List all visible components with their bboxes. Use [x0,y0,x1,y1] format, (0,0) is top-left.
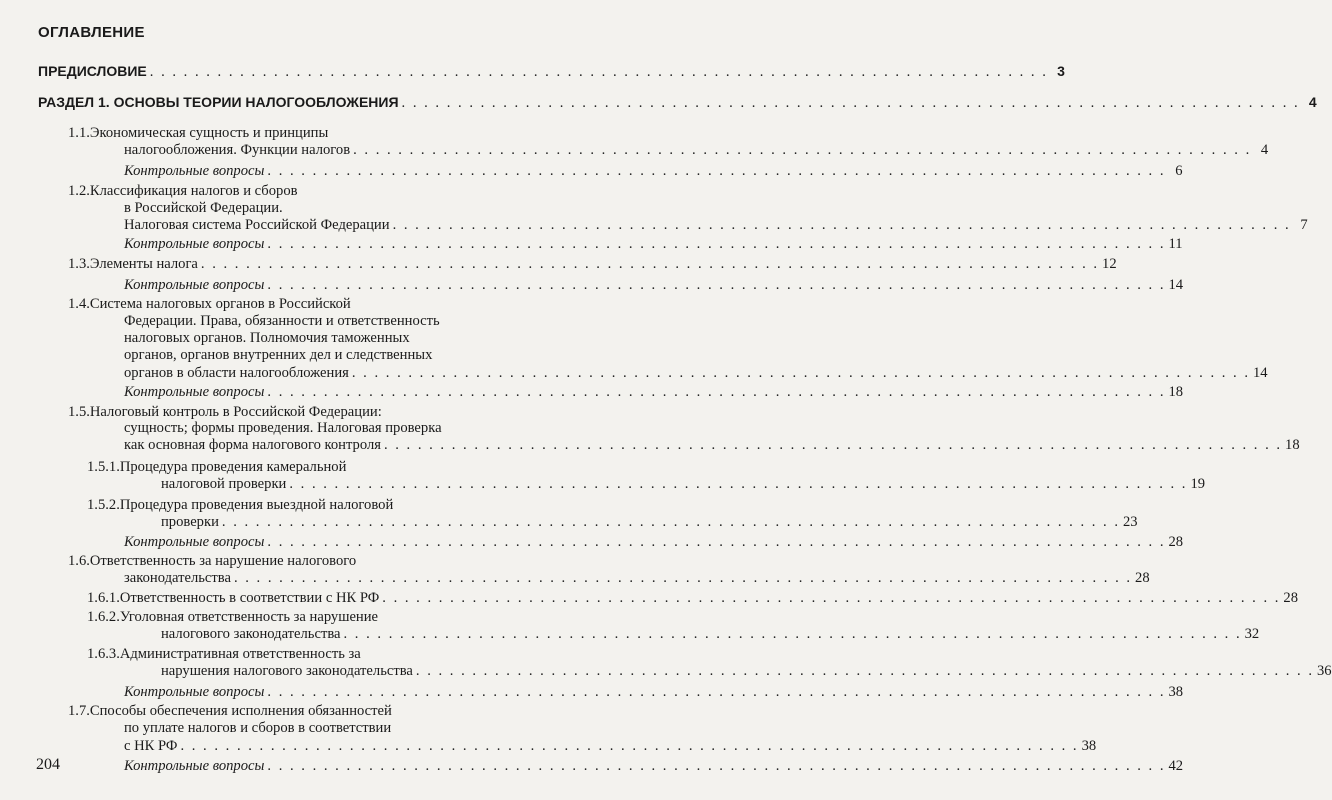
toc-entry-number: 1.6. [68,553,90,569]
toc-entry-title: Способы обеспечения исполнения обязанностей [89,703,392,719]
toc-entry-line [124,346,432,364]
toc-page-ref: 4 [1308,94,1317,110]
toc-entry-line [87,589,1298,607]
toc-entry-title: Процедура проведения камеральной [119,459,347,475]
dot-leader: . . . . . . . . . . . . . . . . . . . . . . . . . . . . . . . . . . . . . . . . . . . . . . . . . . . . . . . . . . . . . . . . . . . . . . . . . . . . . . . . [343,626,1242,642]
toc-entry-line [87,496,393,514]
dot-leader: . . . . . . . . . . . . . . . . . . . . . . . . . . . . . . . . . . . . . . . . . . . . . . . . . . . . . . . . . . . . . . . . . . . . . . . . . . . . . . . . [382,590,1281,606]
toc-entry-title: Уголовная ответственность за нарушение [119,609,379,625]
toc-entry-number: 1.3. [68,256,90,272]
toc-entry-title: налоговой проверки [161,476,287,492]
dot-leader: . . . . . . . . . . . . . . . . . . . . . . . . . . . . . . . . . . . . . . . . . . . . . . . . . . . . . . . . . . . . . . . . . . . . . . . . . . . . . . . . [353,142,1252,158]
toc-page-ref: 32 [1244,626,1260,642]
toc-entry-title: Элементы налога [89,256,198,272]
toc-page-ref: 18 [1168,384,1184,400]
dot-leader: . . . . . . . . . . . . . . . . . . . . . . . . . . . . . . . . . . . . . . . . . . . . . . . . . . . . . . . . . . . . . . . . . . . . . . . . . . . . . . . . [233,570,1133,586]
toc-entry-title: Контрольные вопросы [124,384,265,400]
dot-leader: . . . . . . . . . . . . . . . . . . . . . . . . . . . . . . . . . . . . . . . . . . . . . . . . . . . . . . . . . . . . . . . . . . . . . . . . . . . . . . . . [267,758,1166,774]
toc-entry-line [124,569,1150,587]
dot-leader: . . . . . . . . . . . . . . . . . . . . . . . . . . . . . . . . . . . . . . . . . . . . . . . . . . . . . . . . . . . . . . . . . . . . . . . . . . . . . . . . [289,476,1188,492]
toc-entry-line [68,552,356,570]
toc-entry-line [124,141,1269,159]
dot-leader: . . . . . . . . . . . . . . . . . . . . . . . . . . . . . . . . . . . . . . . . . . . . . . . . . . . . . . . . . . . . . . . . . . . . . . . . . . . . . . . . [267,277,1166,293]
toc-entry-line [161,662,1332,680]
toc-page-ref: 28 [1283,590,1298,606]
page-heading: ОГЛАВЛЕНИЕ [38,24,145,41]
toc-entry-title: Контрольные вопросы [124,277,265,293]
dot-leader: . . . . . . . . . . . . . . . . . . . . . . . . . . . . . . . . . . . . . . . . . . . . . . . . . . . . . . . . . . . . . . . . . . . . . . . . . . . . . . . . [267,163,1166,179]
toc-entry-title: Процедура проведения выездной налоговой [119,497,394,513]
toc-page-ref: 11 [1168,236,1183,252]
toc-review-questions-line [124,235,1183,253]
dot-leader: . . . . . . . . . . . . . . . . . . . . . . . . . . . . . . . . . . . . . . . . . . . . . . . . . . . . . . . . . . . . . . . . . . . . . . . . . . . . . . . . [267,384,1166,400]
toc-entry-title: Ответственность за нарушение налогового [89,553,357,569]
toc-entry-number: 1.1. [68,125,90,141]
toc-review-questions-line [124,383,1184,401]
toc-review-questions-line [124,757,1184,775]
toc-entry-title: проверки [161,514,219,530]
dot-leader: . . . . . . . . . . . . . . . . . . . . . . . . . . . . . . . . . . . . . . . . . . . . . . . . . . . . . . . . . . . . . . . . . . . . . . . . . . . . . . . . [267,236,1166,252]
dot-leader: . . . . . . . . . . . . . . . . . . . . . . . . . . . . . . . . . . . . . . . . . . . . . . . . . . . . . . . . . . . . . . . . . . . . . . . . . . . . . . . . [383,437,1283,453]
toc-page-ref: 38 [1168,684,1184,700]
toc-page-ref: 28 [1135,570,1150,586]
toc-entry-number: 1.7. [68,703,90,719]
toc-entry-line [161,513,1138,531]
toc-entry-line [68,702,392,720]
dot-leader: . . . . . . . . . . . . . . . . . . . . . . . . . . . . . . . . . . . . . . . . . . . . . . . . . . . . . . . . . . . . . . . . . . . . . . . . . . . . . . . . [180,738,1079,754]
toc-entry-line [124,312,440,330]
toc-entry-title: нарушения налогового законодательства [161,663,413,679]
toc-page-ref: 14 [1168,277,1184,293]
toc-entry-title: налогового законодательства [161,626,341,642]
toc-page-ref: 7 [1300,217,1308,233]
toc-entry-title: с НК РФ [124,738,178,754]
toc-entry-number: 1.6.2. [87,609,120,625]
toc-entry-title: сущность; формы проведения. Налоговая проверка [124,420,442,436]
dot-leader: . . . . . . . . . . . . . . . . . . . . . . . . . . . . . . . . . . . . . . . . . . . . . . . . . . . . . . . . . . . . . . . . . . . . . . . . . . . . . . . . [415,663,1314,679]
toc-entry-title: Классификация налогов и сборов [89,183,298,199]
toc-entry-title: РАЗДЕЛ 1. ОСНОВЫ ТЕОРИИ НАЛОГООБЛОЖЕНИЯ [38,94,399,110]
toc-entry-line [87,608,378,626]
toc-entry-line [68,255,1117,273]
toc-entry-title: Контрольные вопросы [124,236,265,252]
toc-entry-line [68,124,328,142]
toc-page-ref: 42 [1168,758,1184,774]
toc-entry-line [124,737,1097,755]
toc-entry-number: 1.5. [68,404,90,420]
dot-leader: . . . . . . . . . . . . . . . . . . . . . . . . . . . . . . . . . . . . . . . . . . . . . . . . . . . . . . . . . . . . . . . . . . . . . . . . . . . . . . . . [392,217,1291,233]
toc-entry-line [87,645,361,663]
toc-entry-number: 1.4. [68,296,90,312]
dot-leader: . . . . . . . . . . . . . . . . . . . . . . . . . . . . . . . . . . . . . . . . . . . . . . . . . . . . . . . . . . . . . . . . . . . . . . . . . . . . . . . . [200,256,1100,272]
toc-entry-title: как основная форма налогового контроля [124,437,381,453]
toc-entry-number: 1.5.1. [87,459,120,475]
toc-entry-number: 1.6.3. [87,646,120,662]
toc-entry-title: Контрольные вопросы [124,534,265,550]
toc-entry-line [124,419,442,437]
toc-review-questions-line [124,276,1184,294]
toc-entry-title: налогообложения. Функции налогов [124,142,351,158]
toc-entry-line [161,475,1206,493]
toc-page-ref: 3 [1057,63,1065,79]
toc-section-line [38,62,1065,81]
toc-entry-title: Контрольные вопросы [124,163,265,179]
toc-entry-title: в Российской Федерации. [124,200,283,216]
toc-page-ref: 14 [1252,365,1268,381]
toc-entry-line [124,216,1308,234]
toc-page-ref: 38 [1081,738,1097,754]
toc-entry-title: налоговых органов. Полномочия таможенных [124,330,410,346]
toc-page-ref: 28 [1168,534,1184,550]
toc-entry-title: законодательства [124,570,231,586]
toc-entry-title: Система налоговых органов в Российской [89,296,351,312]
toc-entry-number: 1.5.2. [87,497,120,513]
dot-leader: . . . . . . . . . . . . . . . . . . . . . . . . . . . . . . . . . . . . . . . . . . . . . . . . . . . . . . . . . . . . . . . . . . . . . . . . . . . . . . . . [401,95,1300,111]
toc-entry-line [124,329,410,347]
toc-entry-title: Налоговая система Российской Федерации [124,217,390,233]
dot-leader: . . . . . . . . . . . . . . . . . . . . . . . . . . . . . . . . . . . . . . . . . . . . . . . . . . . . . . . . . . . . . . . . . . . . . . . . . . . . . . . . [221,514,1120,530]
dot-leader: . . . . . . . . . . . . . . . . . . . . . . . . . . . . . . . . . . . . . . . . . . . . . . . . . . . . . . . . . . . . . . . . . . . . . . . . . . . . . . . . [267,684,1166,700]
toc-entry-title: органов в области налогообложения [124,365,349,381]
toc-entry-title: Административная ответственность за [119,646,361,662]
toc-page-ref: 4 [1260,142,1269,158]
toc-entry-title: Экономическая сущность и принципы [89,125,329,141]
toc-entry-line [87,458,346,476]
toc-entry-line [124,364,1268,382]
toc-entry-title: Федерации. Права, обязанности и ответственность [124,313,440,329]
toc-review-questions-line [124,683,1184,701]
toc-page-ref: 12 [1102,256,1117,272]
toc-entry-line [68,295,351,313]
toc-page-ref: 19 [1190,476,1206,492]
toc-section-line [38,93,1317,112]
toc-entry-line [161,625,1260,643]
toc-page-ref: 23 [1123,514,1138,530]
toc-entry-title: Налоговый контроль в Российской Федерации: [89,404,382,420]
page-number: 204 [36,756,60,773]
toc-entry-number: 1.2. [68,183,90,199]
toc-entry-line [124,436,1300,454]
toc-review-questions-line [124,533,1184,551]
toc-entry-line [68,182,298,200]
toc-entry-number: 1.6.1. [87,590,120,606]
toc-entry-title: Контрольные вопросы [124,758,265,774]
toc-review-questions-line [124,162,1183,180]
toc-entry-line [124,719,391,737]
dot-leader: . . . . . . . . . . . . . . . . . . . . . . . . . . . . . . . . . . . . . . . . . . . . . . . . . . . . . . . . . . . . . . . . . . . . . . . . . . . . . . . . [351,365,1250,381]
toc-entry-title: ПРЕДИСЛОВИЕ [38,63,147,79]
toc-entry-title: Контрольные вопросы [124,684,265,700]
toc-entry-line [124,199,283,217]
toc-page-ref: 18 [1285,437,1300,453]
toc-entry-title: по уплате налогов и сборов в соответствии [124,720,392,736]
toc-page-ref: 36 [1317,663,1332,679]
toc-entry-title: Ответственность в соответствии с НК РФ [119,590,380,606]
dot-leader: . . . . . . . . . . . . . . . . . . . . . . . . . . . . . . . . . . . . . . . . . . . . . . . . . . . . . . . . . . . . . . . . . . . . . . . . . . . . . . . . [267,534,1166,550]
dot-leader: . . . . . . . . . . . . . . . . . . . . . . . . . . . . . . . . . . . . . . . . . . . . . . . . . . . . . . . . . . . . . . . . . . . . . . . . . . . . . . . . [149,64,1048,80]
toc-page-ref: 6 [1175,163,1183,179]
toc-entry-title: органов, органов внутренних дел и следственных [124,347,433,363]
